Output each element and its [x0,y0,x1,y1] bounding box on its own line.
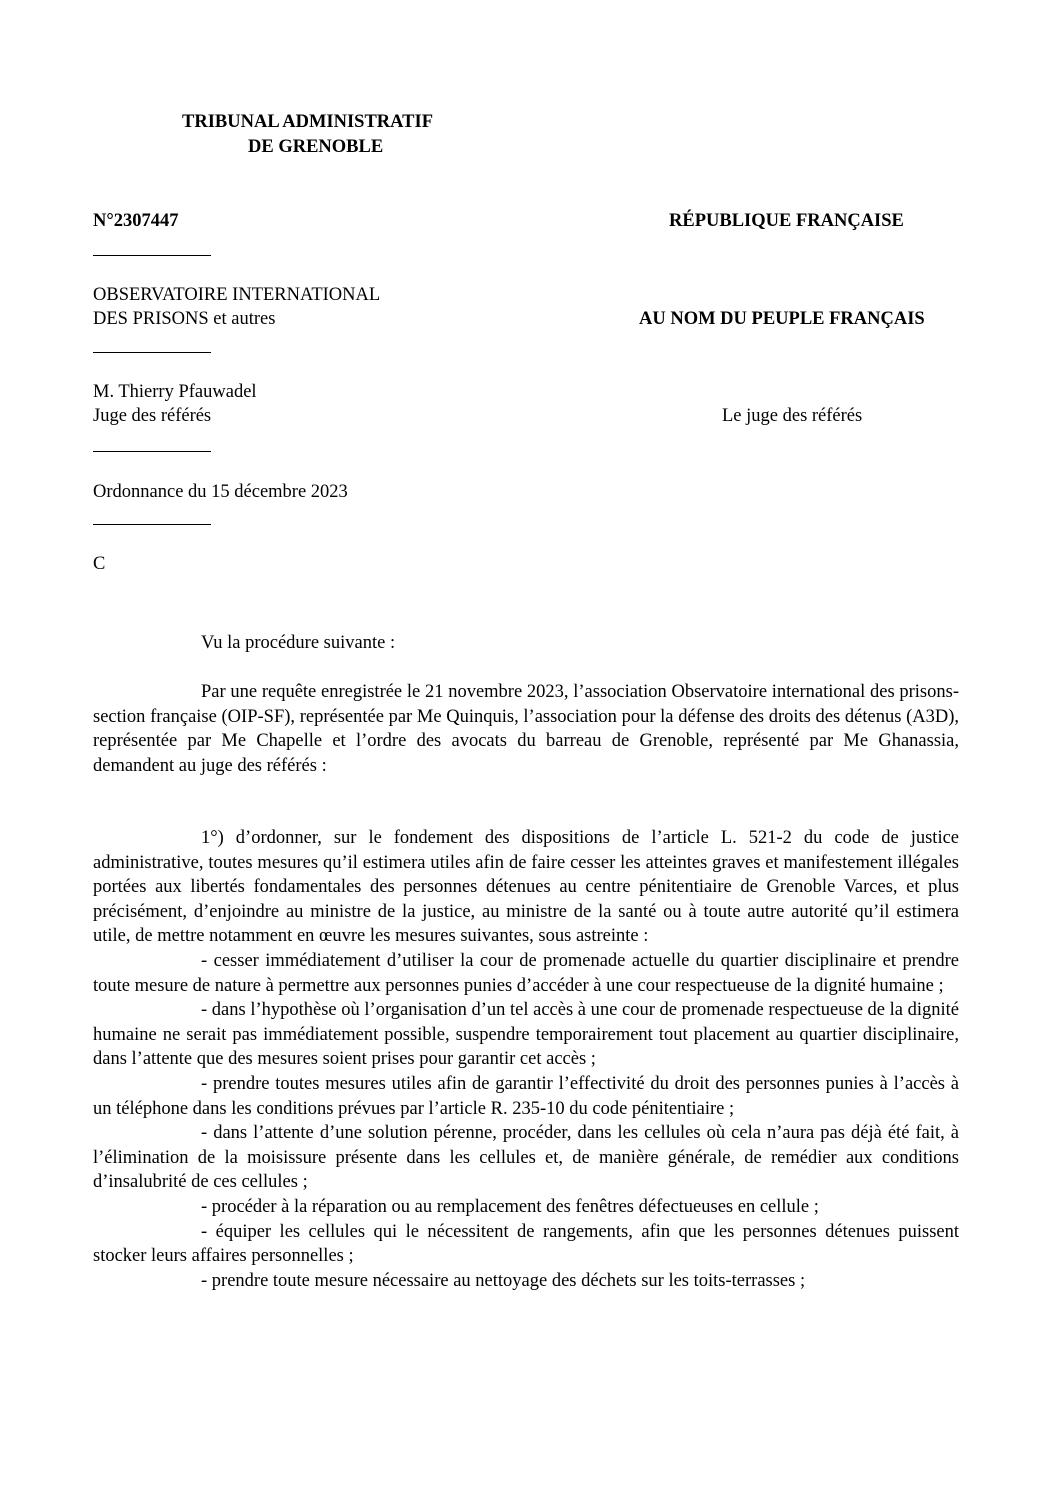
demand-paragraph-1: 1°) d’ordonner, sur le fondement des dispositions de l’article L. 521-2 du code de justice administrative, toutes mesures qu’il estimera utiles afin de faire cesser les atteintes graves et manifestement illégales portées aux libertés fondamentales des personnes détenues au centre pénitentiaire de Grenoble Varces, et plus précisément, d’enjoindre au ministre de la justice, au ministre de la santé ou à toute autre autorité qu’il estimera utile, de mettre notamment en œuvre les mesures suivantes, sous astreinte : [93,828,959,947]
procedure-intro: Vu la procédure suivante : [201,633,396,653]
ordonnance-date: Ordonnance du 15 décembre 2023 [93,482,348,502]
classification-code: C [93,554,106,574]
party-name-line2: DES PRISONS et autres [93,309,276,329]
republic-heading: RÉPUBLIQUE FRANÇAISE [669,211,904,231]
demand-item: - cesser immédiatement d’utiliser la cour de promenade actuelle du quartier disciplinaire et prendre toute mesure de nature à permettre aux personnes punies d’accéder à une cour respectueuse de la dignité humaine ; [93,950,959,996]
demand-item: - procéder à la réparation ou au remplacement des fenêtres défectueuses en cellule ; [201,1196,819,1217]
court-name-line2: DE GRENOBLE [248,137,384,157]
demand-item: - prendre toute mesure nécessaire au nettoyage des déchets sur les toits-terrasses ; [201,1270,806,1291]
separator-rule [93,255,211,256]
case-number: N°2307447 [93,211,179,231]
judge-role: Juge des référés [93,406,212,426]
demand-item: - prendre toutes mesures utiles afin de garantir l’effectivité du droit des personnes punies à l’accès à un téléphone dans les conditions prévues par l’article R. 235-10 du code pénitentiaire ; [93,1073,959,1119]
judge-heading-right: Le juge des référés [722,406,863,426]
separator-rule [93,524,211,525]
demand-item: - équiper les cellules qui le nécessitent de rangements, afin que les personnes détenues puissent stocker leurs affaires personnelles ; [93,1221,959,1267]
peuple-heading: AU NOM DU PEUPLE FRANÇAIS [639,309,925,329]
separator-rule [93,352,211,353]
party-name-line1: OBSERVATOIRE INTERNATIONAL [93,285,381,305]
demand-item: - dans l’attente d’une solution pérenne, procéder, dans les cellules où cela n’aura pas déjà été fait, à l’élimination de la moisissure présente dans les cellules et, de manière générale, de remédier aux conditions d’insalubrité de ces cellules ; [93,1123,959,1193]
request-paragraph: Par une requête enregistrée le 21 novembre 2023, l’association Observatoire international des prisons-section française (OIP-SF), représentée par Me Quinquis, l’association pour la défense des droits des détenus (A3D), représentée par Me Chapelle et l’ordre des avocats du barreau de Grenoble, représenté par Me Ghanassia, demandent au juge des référés : [93,682,959,776]
demand-item: - dans l’hypothèse où l’organisation d’un tel accès à une cour de promenade respectueuse de la dignité humaine ne serait pas immédiatement possible, suspendre temporairement tout placement au quartier disciplinaire, dans l’attente que des mesures soient prises pour garantir cet accès ; [93,1000,959,1070]
judge-name: M. Thierry Pfauwadel [93,382,257,402]
demands-section [0,826,959,1293]
separator-rule [93,451,211,452]
court-name-line1: TRIBUNAL ADMINISTRATIF [182,112,433,132]
